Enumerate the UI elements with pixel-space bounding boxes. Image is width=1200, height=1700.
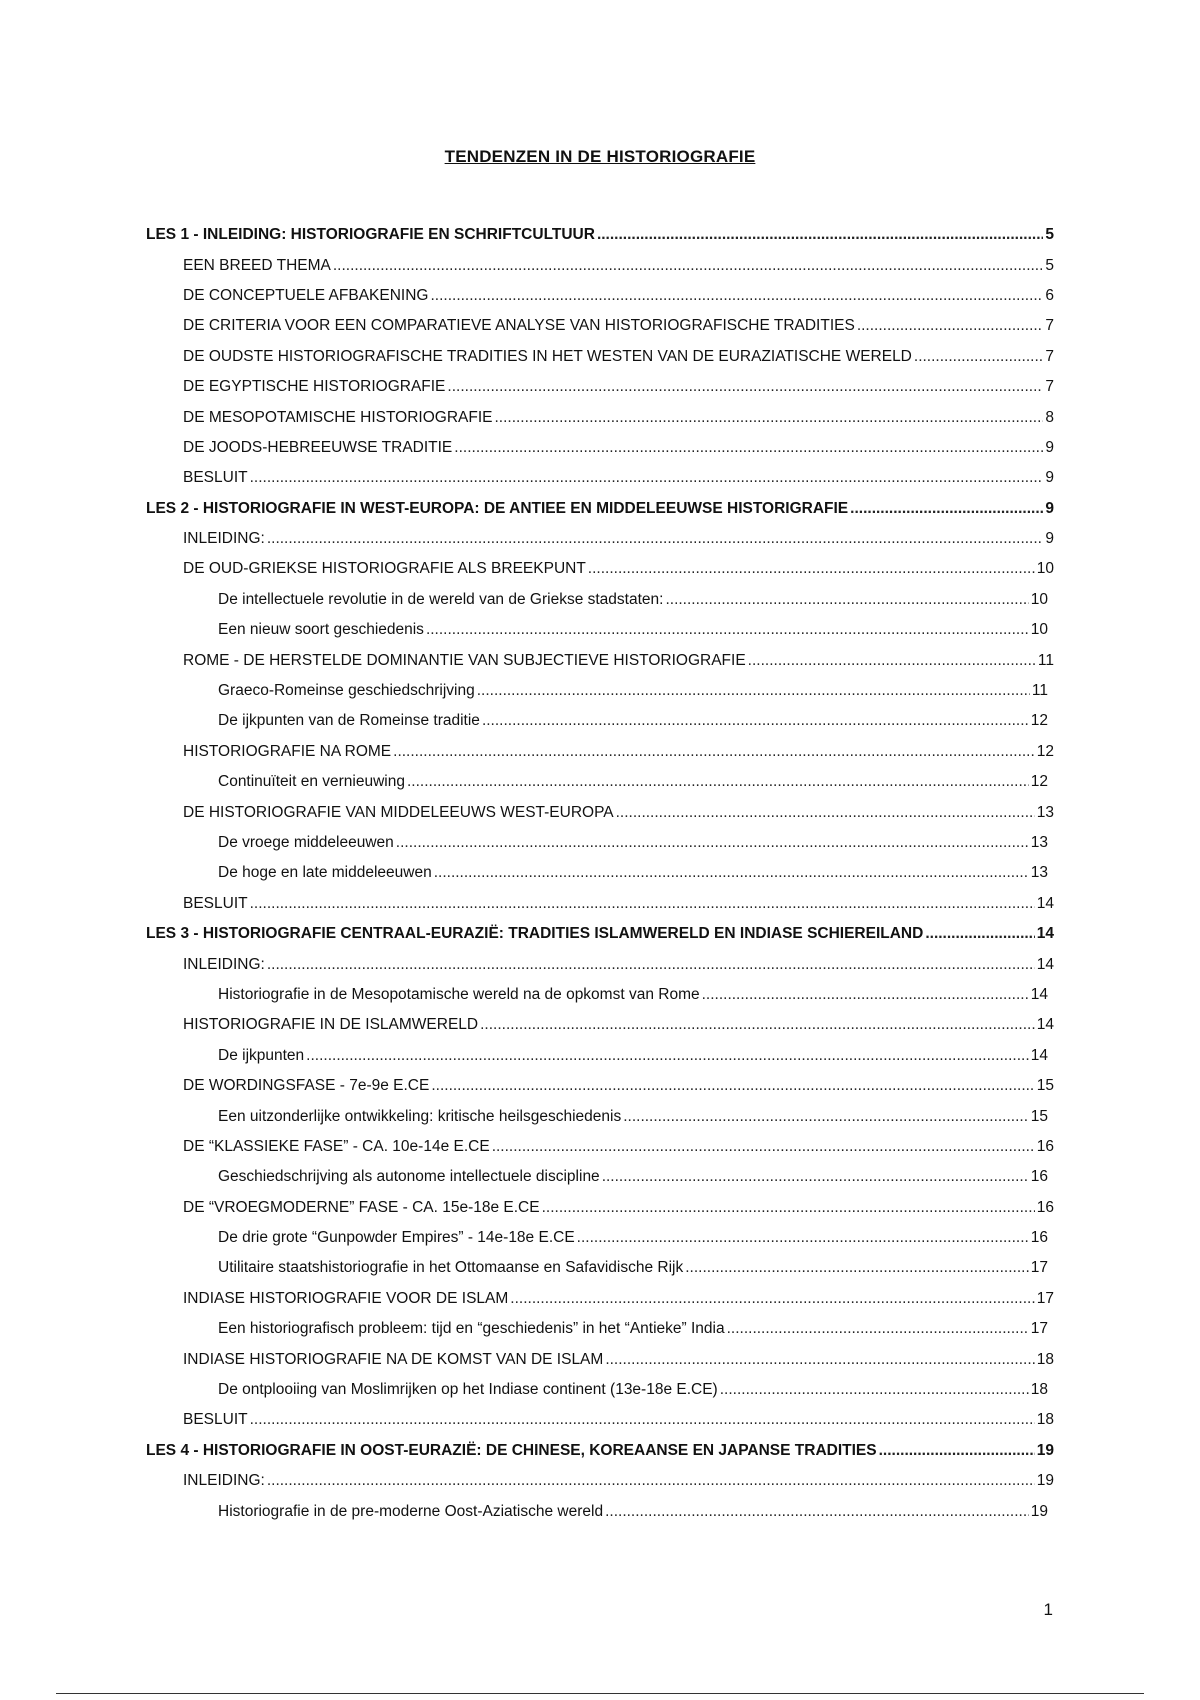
toc-entry-level-1[interactable] xyxy=(0,919,1200,949)
toc-entry-title: DE OUDSTE HISTORIOGRAFISCHE TRADITIES IN HET WESTEN VAN DE EURAZIATISCHE WERELD xyxy=(183,347,912,365)
toc-dot-leader xyxy=(588,560,1035,578)
document-title: TENDENZEN IN DE HISTORIOGRAFIE xyxy=(444,147,756,166)
toc-dot-leader xyxy=(267,530,1044,548)
page-number: 1 xyxy=(1043,1600,1053,1619)
toc-entry-title: INLEIDING: xyxy=(183,955,265,973)
toc-entry-page: 13 xyxy=(1030,864,1048,882)
toc-entry-title: LES 1 - INLEIDING: HISTORIOGRAFIE EN SCHRIFTCULTUUR xyxy=(146,226,595,244)
toc-entry-page: 13 xyxy=(1036,803,1054,821)
toc-entry-title: LES 2 - HISTORIOGRAFIE IN WEST-EUROPA: DE ANTIEE EN MIDDELEEUWSE HISTORIGRAFIE xyxy=(146,499,849,517)
toc-entry-page: 5 xyxy=(1045,256,1054,274)
toc-entry-page: 12 xyxy=(1030,773,1048,791)
toc-dot-leader xyxy=(454,439,1043,457)
toc-entry-level-2[interactable] xyxy=(0,524,1200,554)
toc-entry-page: 19 xyxy=(1036,1472,1054,1490)
toc-dot-leader xyxy=(925,925,1034,943)
toc-entry-page: 17 xyxy=(1036,1289,1054,1307)
toc-entry-page: 7 xyxy=(1045,317,1054,335)
toc-entry-title: De vroege middeleeuwen xyxy=(218,834,394,851)
toc-entry-title: DE “VROEGMODERNE” FASE - CA. 15e-18e E.CE xyxy=(183,1198,540,1216)
toc-entry-level-3[interactable] xyxy=(0,858,1200,888)
toc-entry-level-3[interactable] xyxy=(0,1314,1200,1344)
toc-entry-page: 17 xyxy=(1030,1320,1048,1338)
toc-entry-page: 14 xyxy=(1030,1046,1048,1064)
toc-entry-page: 9 xyxy=(1045,469,1054,487)
toc-entry-page: 14 xyxy=(1030,985,1048,1003)
toc-entry-level-2[interactable] xyxy=(0,342,1200,372)
toc-entry-title: ROME - DE HERSTELDE DOMINANTIE VAN SUBJECTIEVE HISTORIOGRAFIE xyxy=(183,651,746,669)
toc-dot-leader xyxy=(482,712,1029,730)
toc-entry-level-2[interactable] xyxy=(0,554,1200,584)
toc-entry-level-3[interactable] xyxy=(0,1041,1200,1071)
toc-entry-level-2[interactable] xyxy=(0,402,1200,432)
toc-dot-leader xyxy=(431,1077,1034,1095)
toc-entry-level-3[interactable] xyxy=(0,1253,1200,1283)
toc-entry-page: 14 xyxy=(1036,894,1054,912)
toc-entry-page: 12 xyxy=(1030,712,1048,730)
toc-entry-page: 15 xyxy=(1036,1077,1054,1095)
toc-dot-leader xyxy=(577,1229,1029,1247)
toc-entry-title: DE “KLASSIEKE FASE” - CA. 10e-14e E.CE xyxy=(183,1137,490,1155)
toc-entry-page: 10 xyxy=(1030,621,1048,639)
toc-entry-level-2[interactable] xyxy=(0,1132,1200,1162)
toc-dot-leader xyxy=(250,469,1044,487)
toc-entry-title: De intellectuele revolutie in de wereld van de Griekse stadstaten: xyxy=(218,590,664,608)
toc-dot-leader xyxy=(434,864,1029,882)
toc-dot-leader xyxy=(480,1016,1035,1034)
toc-entry-page: 7 xyxy=(1045,347,1054,365)
toc-entry-level-1[interactable] xyxy=(0,494,1200,524)
toc-entry-page: 7 xyxy=(1045,378,1054,396)
toc-entry-page: 16 xyxy=(1036,1198,1054,1216)
toc-dot-leader xyxy=(616,804,1035,822)
footer-divider xyxy=(56,1693,1144,1694)
toc-entry-title: EEN BREED THEMA xyxy=(183,256,331,274)
toc-dot-leader xyxy=(447,378,1043,396)
toc-entry-level-3[interactable] xyxy=(0,980,1200,1010)
toc-entry-page: 18 xyxy=(1036,1350,1054,1368)
toc-entry-level-3[interactable] xyxy=(0,676,1200,706)
toc-dot-leader xyxy=(430,287,1043,305)
toc-entry-level-3[interactable] xyxy=(0,1223,1200,1253)
toc-entry-title: INLEIDING: xyxy=(183,1472,265,1490)
toc-entry-page: 16 xyxy=(1036,1137,1054,1155)
toc-dot-leader xyxy=(510,1290,1034,1308)
toc-entry-page: 13 xyxy=(1030,834,1048,851)
toc-entry-title: DE EGYPTISCHE HISTORIOGRAFIE xyxy=(183,378,446,396)
toc-entry-title: Historiografie in de pre-moderne Oost-Aziatische wereld xyxy=(218,1502,604,1520)
toc-entry-level-2[interactable] xyxy=(0,1071,1200,1101)
toc-entry-page: 18 xyxy=(1036,1411,1054,1429)
toc-entry-page: 5 xyxy=(1045,226,1054,244)
toc-entry-title: De hoge en late middeleeuwen xyxy=(218,864,432,882)
toc-dot-leader xyxy=(602,1168,1029,1186)
toc-dot-leader xyxy=(665,591,1028,609)
toc-entry-level-3[interactable] xyxy=(0,767,1200,797)
toc-dot-leader xyxy=(702,986,1029,1004)
toc-entry-level-3[interactable] xyxy=(0,585,1200,615)
toc-entry-title: DE JOODS-HEBREEUWSE TRADITIE xyxy=(183,438,453,456)
toc-entry-level-3[interactable] xyxy=(0,706,1200,736)
toc-entry-level-2[interactable] xyxy=(0,463,1200,493)
toc-dot-leader xyxy=(267,1472,1035,1490)
toc-entry-title: DE WORDINGSFASE - 7e-9e E.CE xyxy=(183,1077,430,1095)
toc-entry-level-1[interactable] xyxy=(0,1436,1200,1466)
toc-entry-title: LES 4 - HISTORIOGRAFIE IN OOST-EURAZIË: DE CHINESE, KOREAANSE EN JAPANSE TRADITIES xyxy=(146,1441,877,1459)
toc-dot-leader xyxy=(492,1138,1035,1156)
toc-entry-page: 11 xyxy=(1031,682,1048,700)
toc-entry-title: De drie grote “Gunpowder Empires” - 14e-18e E.CE xyxy=(218,1229,575,1247)
toc-entry-title: Historiografie in de Mesopotamische wereld na de opkomst van Rome xyxy=(218,985,700,1003)
toc-entry-level-3[interactable] xyxy=(0,1101,1200,1131)
toc-entry-title: De ontplooiing van Moslimrijken op het Indiase continent (13e-18e E.CE) xyxy=(218,1381,718,1399)
toc-entry-level-1[interactable] xyxy=(0,220,1200,250)
toc-entry-level-2[interactable] xyxy=(0,1405,1200,1435)
toc-entry-page: 10 xyxy=(1036,560,1054,578)
toc-entry-page: 18 xyxy=(1030,1381,1048,1399)
toc-dot-leader xyxy=(879,1442,1035,1460)
toc-entry-page: 16 xyxy=(1030,1229,1048,1247)
toc-entry-page: 8 xyxy=(1045,408,1054,426)
toc-dot-leader xyxy=(494,409,1043,427)
toc-entry-title: DE OUD-GRIEKSE HISTORIOGRAFIE ALS BREEKPUNT xyxy=(183,560,586,578)
toc-entry-level-3[interactable] xyxy=(0,1162,1200,1192)
toc-entry-title: DE CONCEPTUELE AFBAKENING xyxy=(183,286,429,304)
toc-dot-leader xyxy=(306,1047,1029,1065)
toc-entry-level-3[interactable] xyxy=(0,1375,1200,1405)
toc-dot-leader xyxy=(396,834,1029,852)
toc-entry-title: Continuïteit en vernieuwing xyxy=(218,773,405,791)
toc-dot-leader xyxy=(597,226,1043,244)
toc-entry-level-2[interactable] xyxy=(0,433,1200,463)
toc-entry-level-2[interactable] xyxy=(0,1010,1200,1040)
toc-entry-title: INLEIDING: xyxy=(183,530,265,548)
toc-dot-leader xyxy=(250,1411,1035,1429)
toc-dot-leader xyxy=(857,317,1044,335)
toc-dot-leader xyxy=(267,956,1035,974)
toc-entry-level-2[interactable] xyxy=(0,250,1200,280)
toc-entry-level-2[interactable] xyxy=(0,889,1200,919)
toc-entry-page: 14 xyxy=(1036,1016,1054,1034)
toc-dot-leader xyxy=(914,348,1043,366)
toc-entry-title: LES 3 - HISTORIOGRAFIE CENTRAAL-EURAZIË: TRADITIES ISLAMWERELD EN INDIASE SCHIEREILAND xyxy=(146,925,924,943)
toc-entry-page: 10 xyxy=(1030,590,1048,608)
toc-entry-level-2[interactable] xyxy=(0,281,1200,311)
toc-dot-leader xyxy=(407,773,1029,791)
toc-entry-title: DE MESOPOTAMISCHE HISTORIOGRAFIE xyxy=(183,408,493,426)
toc-entry-title: BESLUIT xyxy=(183,1411,248,1429)
toc-entry-title: Geschiedschrijving als autonome intellectuele discipline xyxy=(218,1168,600,1186)
toc-entry-title: De ijkpunten xyxy=(218,1046,305,1064)
toc-entry-level-2[interactable] xyxy=(0,737,1200,767)
toc-dot-leader xyxy=(333,257,1044,275)
toc-dot-leader xyxy=(477,682,1030,700)
toc-entry-page: 6 xyxy=(1045,286,1054,304)
toc-entry-level-3[interactable] xyxy=(0,1496,1200,1526)
toc-entry-page: 14 xyxy=(1036,955,1054,973)
toc-entry-title: Een nieuw soort geschiedenis xyxy=(218,621,424,639)
toc-entry-level-2[interactable] xyxy=(0,1344,1200,1374)
toc-dot-leader xyxy=(720,1381,1029,1399)
toc-entry-title: Een uitzonderlijke ontwikkeling: kritische heilsgeschiedenis xyxy=(218,1107,622,1125)
toc-entry-title: Graeco-Romeinse geschiedschrijving xyxy=(218,682,475,700)
toc-dot-leader xyxy=(685,1259,1029,1277)
toc-entry-page: 19 xyxy=(1030,1502,1048,1520)
toc-entry-title: De ijkpunten van de Romeinse traditie xyxy=(218,712,480,730)
toc-dot-leader xyxy=(426,621,1029,639)
toc-dot-leader xyxy=(393,743,1035,761)
toc-entry-title: HISTORIOGRAFIE NA ROME xyxy=(183,742,392,760)
toc-entry-title: Een historiografisch probleem: tijd en “geschiedenis” in het “Antieke” India xyxy=(218,1320,725,1338)
toc-entry-level-2[interactable] xyxy=(0,949,1200,979)
toc-entry-page: 9 xyxy=(1045,438,1054,456)
toc-entry-level-2[interactable] xyxy=(0,645,1200,675)
toc-entry-page: 11 xyxy=(1037,651,1054,669)
toc-entry-page: 12 xyxy=(1036,742,1054,760)
toc-entry-level-3[interactable] xyxy=(0,615,1200,645)
toc-entry-title: Utilitaire staatshistoriografie in het Ottomaanse en Safavidische Rijk xyxy=(218,1259,684,1277)
toc-entry-level-2[interactable] xyxy=(0,797,1200,827)
toc-entry-page: 9 xyxy=(1045,499,1054,517)
toc-entry-page: 14 xyxy=(1036,925,1054,943)
toc-dot-leader xyxy=(605,1351,1034,1369)
toc-dot-leader xyxy=(605,1503,1029,1521)
toc-dot-leader xyxy=(623,1108,1029,1126)
toc-dot-leader xyxy=(748,652,1036,670)
toc-entry-level-2[interactable] xyxy=(0,1466,1200,1496)
toc-entry-title: INDIASE HISTORIOGRAFIE VOOR DE ISLAM xyxy=(183,1289,509,1307)
toc-entry-title: DE HISTORIOGRAFIE VAN MIDDELEEUWS WEST-EUROPA xyxy=(183,803,614,821)
toc-entry-level-2[interactable] xyxy=(0,1193,1200,1223)
toc-dot-leader xyxy=(727,1320,1029,1338)
toc-entry-page: 9 xyxy=(1045,530,1054,548)
toc-entry-level-2[interactable] xyxy=(0,1284,1200,1314)
toc-entry-title: INDIASE HISTORIOGRAFIE NA DE KOMST VAN DE ISLAM xyxy=(183,1350,604,1368)
toc-entry-title: HISTORIOGRAFIE IN DE ISLAMWERELD xyxy=(183,1016,479,1034)
toc-entry-page: 15 xyxy=(1030,1107,1048,1125)
toc-entry-level-3[interactable] xyxy=(0,828,1200,858)
toc-dot-leader xyxy=(250,895,1035,913)
toc-entry-page: 16 xyxy=(1030,1168,1048,1186)
toc-entry-level-2[interactable] xyxy=(0,372,1200,402)
toc-entry-title: BESLUIT xyxy=(183,469,248,487)
toc-entry-page: 19 xyxy=(1036,1441,1054,1459)
toc-entry-title: DE CRITERIA VOOR EEN COMPARATIEVE ANALYSE VAN HISTORIOGRAFISCHE TRADITIES xyxy=(183,317,855,335)
toc-entry-page: 17 xyxy=(1030,1259,1048,1277)
toc-dot-leader xyxy=(542,1199,1035,1217)
toc-entry-level-2[interactable] xyxy=(0,311,1200,341)
table-of-contents xyxy=(0,220,1200,1527)
toc-dot-leader xyxy=(850,500,1043,518)
toc-entry-title: BESLUIT xyxy=(183,894,248,912)
